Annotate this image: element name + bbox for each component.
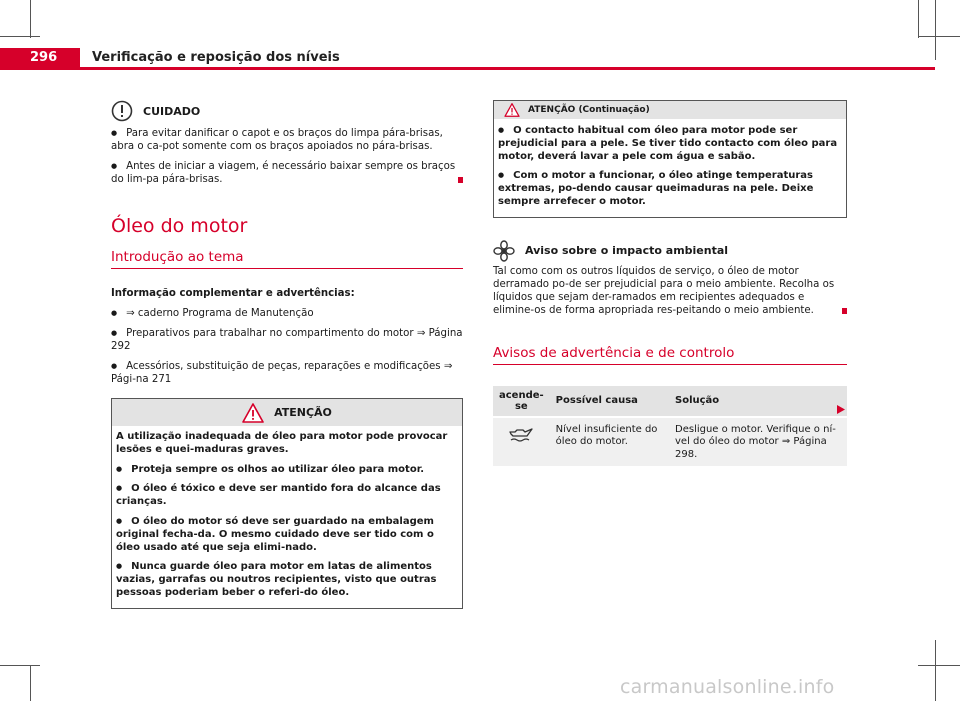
caution-title: CUIDADO — [143, 104, 201, 118]
crop-mark — [30, 0, 31, 38]
col-header-lights: acende-se — [493, 386, 550, 417]
warning-continued-body — [494, 119, 846, 217]
page-number: 296 — [0, 48, 80, 68]
flower-icon — [493, 240, 515, 262]
oil-can-icon — [507, 424, 535, 444]
warning-box — [111, 398, 463, 609]
header-rule — [0, 67, 935, 70]
table-header-row — [493, 386, 847, 417]
warning-lights-table — [493, 386, 847, 467]
warning-body — [112, 426, 462, 608]
info-item[interactable]: ● Preparativos para trabalhar no compartimento do motor ⇒ Página 292 — [111, 327, 463, 353]
warning-continued-box — [493, 100, 847, 218]
environment-text: Tal como com os outros líquidos de serviço, o óleo de motor derramado po-de ser prejudicial para o meio ambiente. Recolha os líquidos que sejam der-ramados em recipientes adequados e elimine-os de forma apropriada res-peitando o meio ambiente. — [493, 265, 847, 317]
crop-mark — [0, 36, 40, 37]
table-cell-icon — [493, 417, 550, 467]
info-item[interactable]: ● Acessórios, substituição de peças, reparações e modificações ⇒ Pági-na 271 — [111, 360, 463, 386]
section-title-warnings: Avisos de advertência e de controlo — [493, 347, 847, 365]
caution-item-last: ● Antes de iniciar a viagem, é necessário baixar sempre os braços do lim-pa pára-brisas. — [111, 160, 463, 186]
info-title: Informação complementar e advertências: — [111, 288, 355, 299]
caution-icon — [111, 100, 133, 122]
warning-item: ● Nunca guarde óleo para motor em latas de alimentos vazias, garrafas ou noutros recipientes, visto que outras pessoas poderiam beber o referi-do óleo. — [116, 560, 458, 599]
warning-item: ● Proteja sempre os olhos ao utilizar óleo para motor. — [116, 463, 458, 477]
crop-mark — [935, 0, 936, 60]
warning-triangle-icon — [504, 103, 520, 117]
watermark: carmanualsonline.info — [620, 676, 835, 698]
caution-item: ● Para evitar danificar o capot e os braços do limpa pára-brisas, abra o ca-pot somente com os braços apoiados no pára-brisas. — [111, 127, 463, 153]
environment-heading — [493, 240, 847, 262]
warning-item: ● O contacto habitual com óleo para motor pode ser prejudicial para a pele. Se tiver tido contacto com óleo para motor, deverá lavar a pele com água e sabão. — [498, 124, 842, 163]
crop-mark — [918, 36, 960, 37]
crop-mark — [0, 665, 40, 666]
left-column — [111, 100, 463, 609]
caution-heading — [111, 100, 463, 122]
end-mark — [842, 308, 847, 314]
end-mark — [458, 177, 463, 183]
warning-triangle-icon — [242, 403, 264, 423]
crop-mark — [918, 0, 919, 38]
chapter-title: Óleo do motor — [111, 215, 248, 237]
warning-item: ● O óleo é tóxico e deve ser mantido fora do alcance das crianças. — [116, 482, 458, 509]
warning-continued-title: ATENÇÃO (Continuação) — [528, 104, 650, 115]
right-column — [493, 100, 847, 466]
table-cell-cause: Nível insuficiente do óleo do motor. — [550, 417, 669, 467]
caution-block — [111, 100, 463, 186]
page-header-title: Verificação e reposição dos níveis — [92, 50, 340, 65]
continue-arrow-icon — [836, 405, 845, 414]
warning-continued-heading — [494, 101, 846, 119]
environment-title: Aviso sobre o impacto ambiental — [525, 244, 729, 258]
table-cell-solution: Desligue o motor. Verifique o ní-vel do óleo do motor ⇒ Página 298. — [669, 417, 847, 467]
warning-item: ● Com o motor a funcionar, o óleo atinge temperaturas extremas, po-dendo causar queimaduras na pele. Deixe sempre arrefecer o motor. — [498, 169, 842, 208]
section-title: Introdução ao tema — [111, 251, 463, 269]
crop-mark — [918, 665, 960, 666]
crop-mark — [30, 665, 31, 701]
warning-heading — [112, 399, 462, 426]
col-header-cause: Possível causa — [550, 386, 669, 417]
warning-item: ● O óleo do motor só deve ser guardado na embalagem original fecha-da. O mesmo cuidado deve ser tido com o óleo usado até que seja elimi-nado. — [116, 515, 458, 554]
warning-intro: A utilização inadequada de óleo para motor pode provocar lesões e quei-maduras graves. — [116, 431, 448, 455]
warning-title: ATENÇÃO — [274, 406, 332, 419]
crop-mark — [935, 640, 936, 701]
table-row — [493, 417, 847, 467]
info-item[interactable]: ● ⇒ caderno Programa de Manutenção — [111, 307, 463, 320]
col-header-solution: Solução — [669, 386, 847, 417]
